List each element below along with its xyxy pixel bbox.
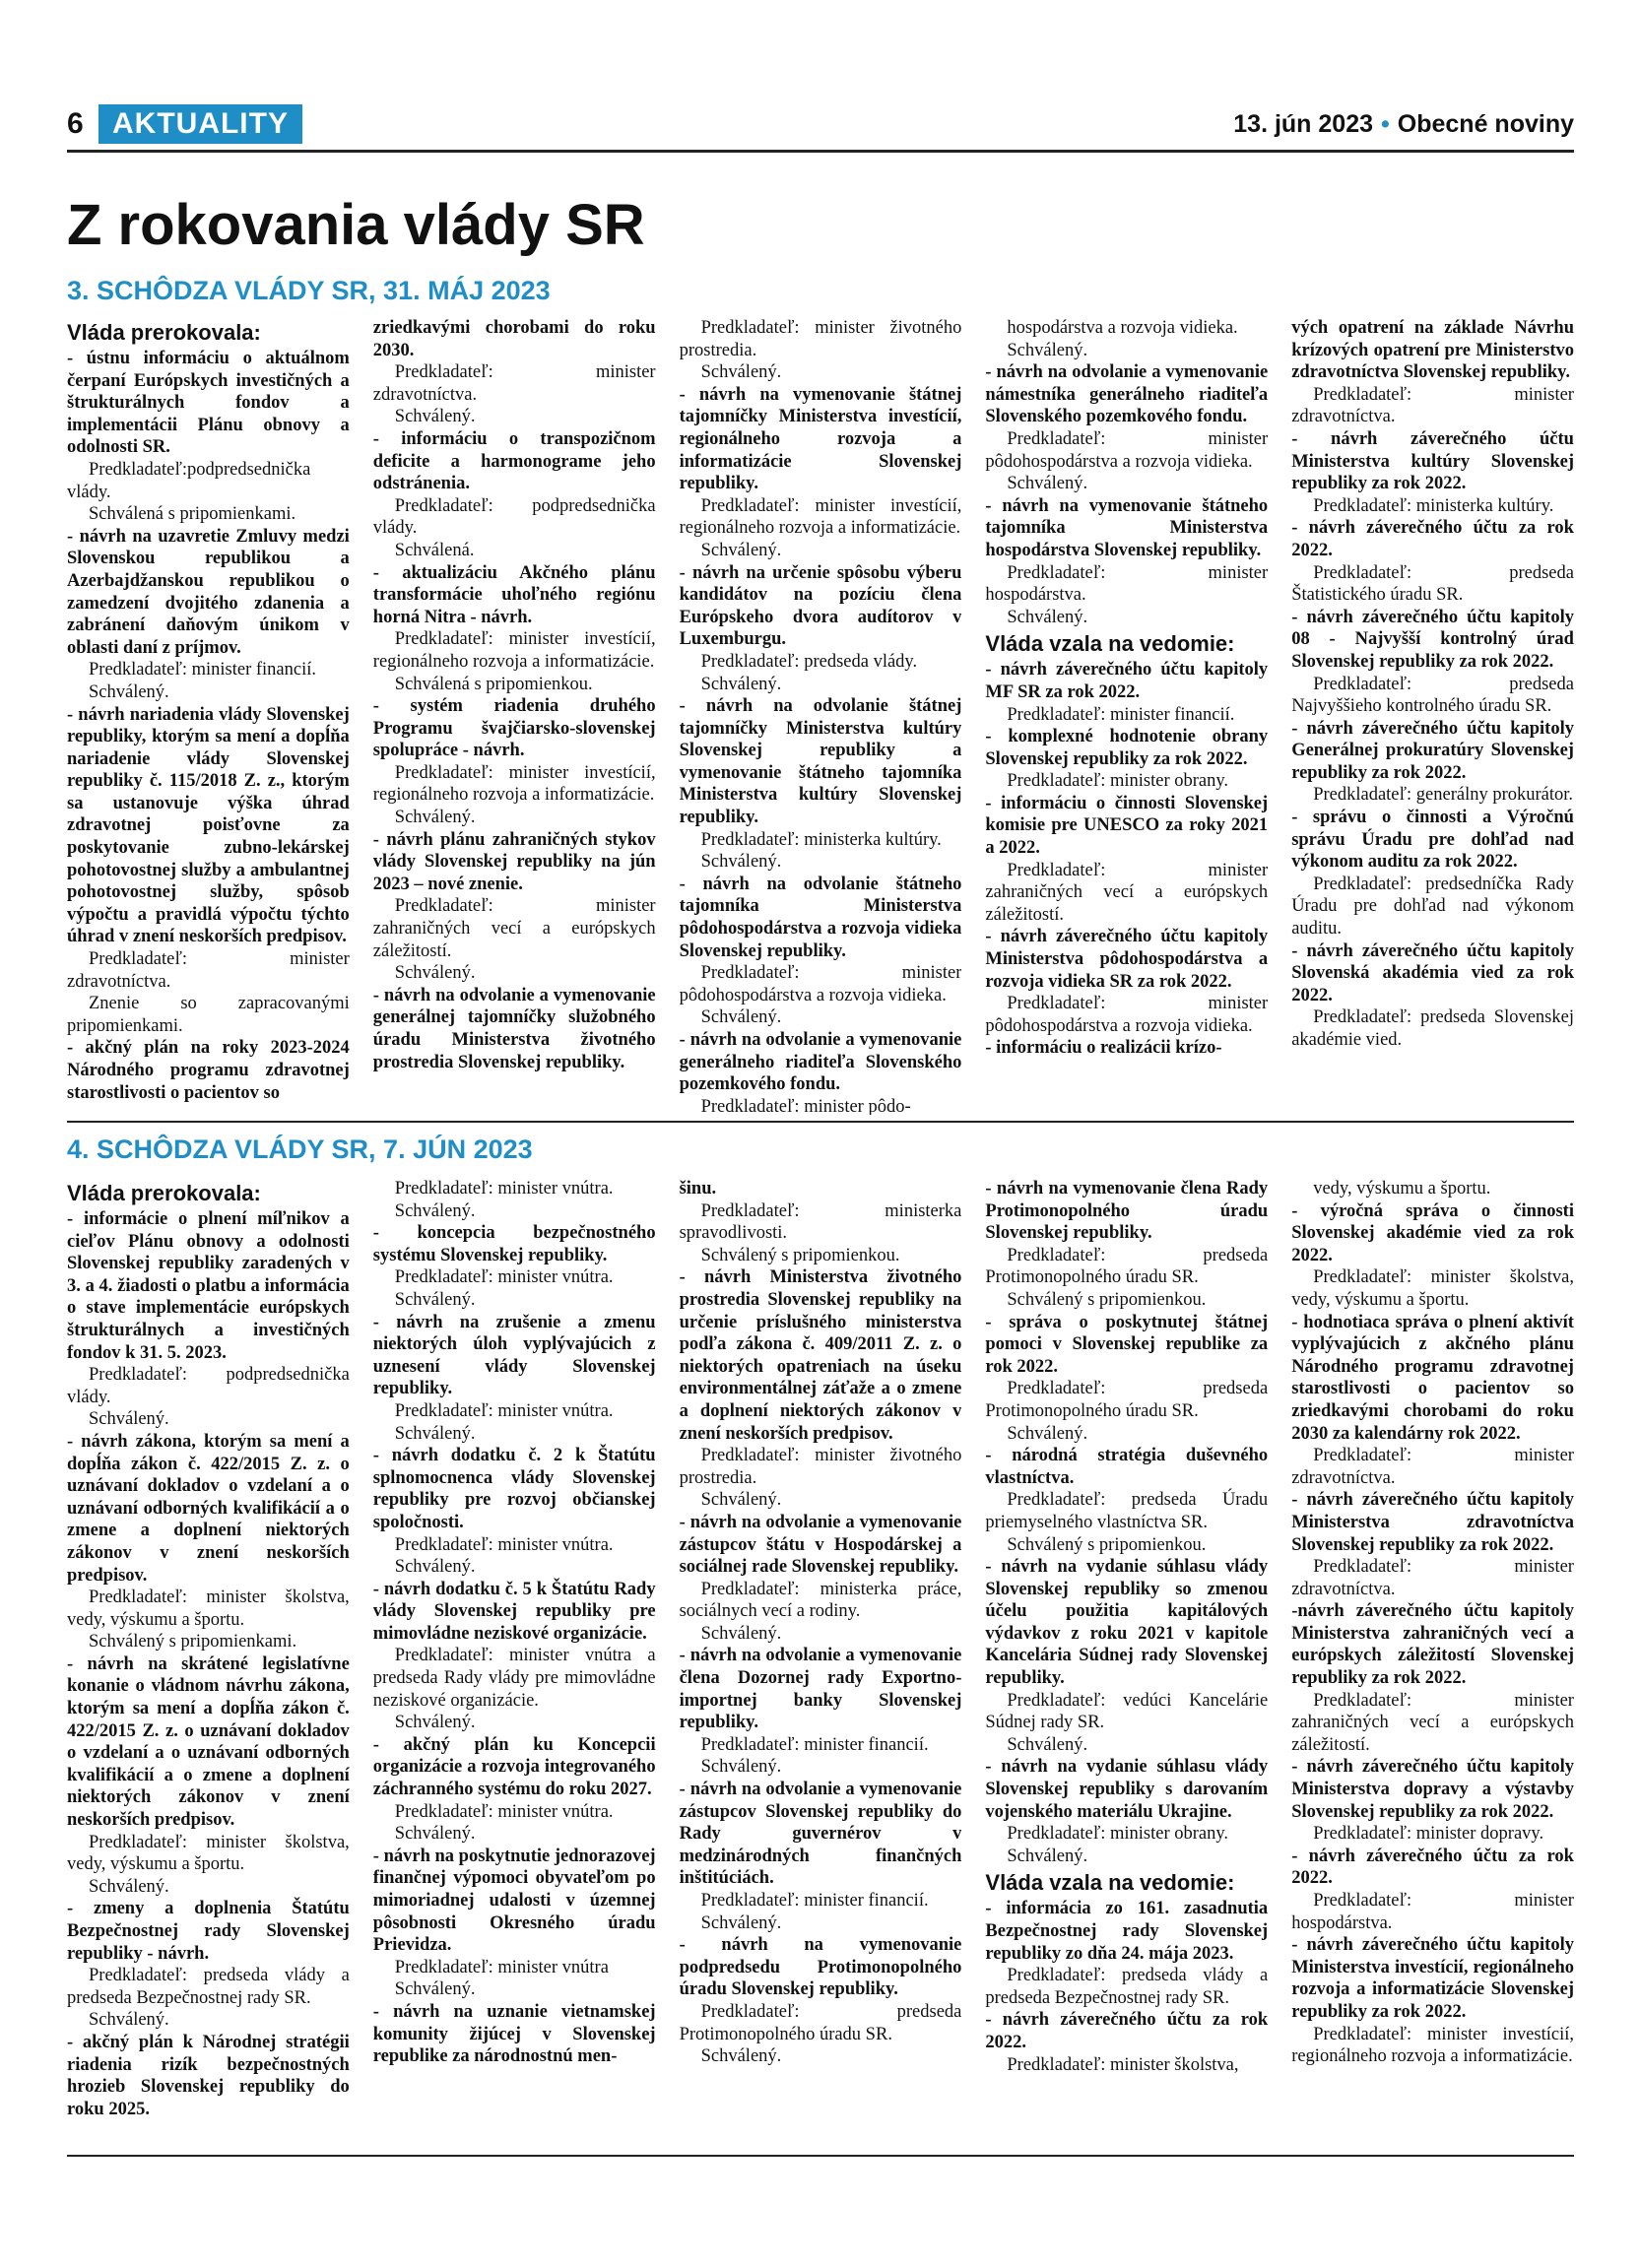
agenda-item: - návrh na odvolanie štátneho tajomníka Ministerstva pôdohospodárstva a rozvoja vidieka Slovenskej republiky. [679, 874, 962, 961]
submitter-line: Predkladateľ: minister vnútra. [394, 1801, 614, 1822]
subhead: Vláda prerokovala: [67, 1181, 261, 1205]
agenda-item: - návrh dodatku č. 5 k Štatútu Rady vlády Slovenskej republiky pre mimovládne neziskové organizácie. [372, 1579, 656, 1644]
agenda-item: - návrh záverečného účtu kapitoly Ministerstva pôdohospodárstva a rozvoja vidieka SR za rok 2022. [985, 927, 1269, 992]
submitter-line: Predkladateľ: minister vnútra. [394, 1267, 614, 1288]
submitter-line: Predkladateľ: minister vnútra. [394, 1179, 614, 1199]
submitter-line: Predkladateľ: ministerka práce, sociálnych vecí a rodiny. [679, 1579, 962, 1622]
submitter-line: Predkladateľ: minister hospodárstva. [1291, 1891, 1574, 1933]
status-line: Znenie so zapracovanými pripomienkami. [67, 994, 350, 1036]
submitter-line: Predkladateľ: generálny prokurátor. [1313, 785, 1574, 806]
agenda-item: - návrh záverečného účtu za rok 2022. [1291, 1846, 1574, 1889]
submitter-line: Predkladateľ: predseda Štatistického úradu SR. [1291, 562, 1574, 606]
agenda-item: - návrh na vydanie súhlasu vlády Slovenskej republiky s darovaním vojenského materiálu Ukrajine. [985, 1757, 1269, 1822]
status-line: Schválený. [1007, 1423, 1088, 1444]
submitter-line: Predkladateľ: minister zdravotníctva. [1291, 1557, 1574, 1599]
submitter-line: Predkladateľ: minister pôdohospodárstva a rozvoja vidieka. [985, 994, 1269, 1036]
status-line: Schválený. [1007, 607, 1088, 627]
text-column [985, 317, 1268, 1115]
status-line: Schválený. [394, 963, 476, 984]
status-line: Schválená. [394, 540, 475, 560]
agenda-item: - návrh na vymenovanie štátneho tajomníka Ministerstva hospodárstva Slovenskej republiky. [985, 495, 1269, 560]
agenda-item: - akčný plán na roky 2023-2024 Národného programu zdravotnej starostlivosti o pacientov so [67, 1038, 350, 1103]
submitter-line: Predkladateľ: minister zahraničných vecí a európskych záležitostí. [985, 860, 1269, 925]
agenda-item: - aktualizáciu Akčného plánu transformácie uhoľného regiónu horná Nitra - návrh. [372, 562, 656, 627]
agenda-item: - návrh záverečného účtu kapitoly Ministerstva zdravotníctva Slovenskej republiky za rok 2022. [1291, 1490, 1574, 1555]
agenda-item: - ústnu informáciu o aktuálnom čerpaní Európskych investičných a štrukturálnych fondov a implementácii Plánu obnovy a odolnosti SR. [67, 349, 350, 458]
submitter-line: Predkladateľ: predseda Najvyššieho kontrolného úradu SR. [1291, 674, 1574, 717]
session-4-columns [67, 1178, 1574, 2148]
subhead: Vláda vzala na vedomie: [985, 1870, 1235, 1896]
status-line: Schválený. [700, 1757, 782, 1778]
agenda-item: - návrh na odvolanie a vymenovanie generálnej tajomníčky služobného úradu Ministerstva životného prostredia Slovenskej republiky. [372, 985, 656, 1072]
status-line: Schválený. [89, 681, 169, 702]
submitter-line: Predkladateľ: ministerka kultúry. [700, 829, 942, 850]
agenda-item: - návrh na odvolanie štátnej tajomníčky Ministerstva kultúry Slovenskej republiky a vymenovanie štátneho tajomníka Ministerstva kultúry Slovenskej republiky. [679, 696, 962, 828]
issue-info [1233, 102, 1574, 146]
status-line: Schválený. [394, 1289, 476, 1310]
status-line: Schválený. [89, 1876, 169, 1897]
status-line: Schválený s pripomienkou. [1007, 1534, 1207, 1555]
submitter-line: Predkladateľ: predseda Protimonopolného úradu SR. [679, 2001, 962, 2044]
submitter-line: Predkladateľ: minister školstva, [1007, 2054, 1239, 2075]
status-line: Schválený. [1007, 340, 1088, 360]
submitter-line: Predkladateľ: minister vnútra [394, 1957, 609, 1977]
agenda-item: - návrh záverečného účtu kapitoly Slovenská akadémia vied za rok 2022. [1291, 940, 1574, 1005]
publication-name: Obecné noviny [1397, 110, 1574, 138]
status-line: Schválený s pripomienkami. [89, 1632, 297, 1652]
submitter-line: Predkladateľ: podpredsednička vlády. [67, 1365, 350, 1407]
submitter-line: Predkladateľ: minister zdravotníctva. [67, 949, 350, 992]
submitter-line: Predkladateľ: minister pôdohospodárstva a rozvoja vidieka. [985, 428, 1269, 472]
status-line: Schválený. [700, 540, 782, 560]
agenda-item: šinu. [679, 1179, 717, 1199]
agenda-item: -návrh záverečného účtu kapitoly Ministerstva zahraničných vecí a európskych záležitostí Slovenskej republiky za rok 2022. [1291, 1601, 1574, 1689]
agenda-item: - návrh na poskytnutie jednorazovej finančnej výpomoci obyvateľom po mimoriadnej udalosti v územnej pôsobnosti Okresného úradu Prievidza. [372, 1846, 656, 1956]
agenda-item: - akčný plán ku Koncepcii organizácie a rozvoja integrovaného záchranného systému do roku 2027. [372, 1734, 656, 1800]
status-line: Schválený. [700, 852, 782, 873]
session-3-columns [67, 317, 1574, 1115]
agenda-item: - návrh na odvolanie a vymenovanie zástupcov štátu v Hospodárskej a sociálnej rade Slovenskej republiky. [679, 1512, 962, 1578]
agenda-item: - návrh Ministerstva životného prostredia Slovenskej republiky na určenie príslušného ministerstva podľa zákona č. 409/2011 Z. z. o niektorých opatreniach na úseku environmentálnej záťaže a o zmene a doplnení niektorých zákonov v znení neskorších predpisov. [679, 1267, 962, 1444]
text-column [1291, 317, 1574, 1115]
submitter-line: Predkladateľ: predseda Protimonopolného úradu SR. [985, 1379, 1269, 1421]
submitter-line: Predkladateľ: predseda vlády a predseda Bezpečnostnej rady SR. [985, 1966, 1269, 2008]
agenda-item: - návrh záverečného účtu kapitoly Generálnej prokuratúry Slovenskej republiky za rok 2022. [1291, 718, 1574, 783]
issue-date: 13. jún 2023 [1233, 110, 1374, 138]
status-line: Schválený. [89, 2010, 169, 2031]
agenda-item: - koncepcia bezpečnostného systému Slovenskej republiky. [372, 1223, 656, 1265]
subhead: Vláda vzala na vedomie: [985, 631, 1235, 657]
agenda-item: - návrh na vydanie súhlasu vlády Slovenskej republiky so zmenou účelu použitia kapitálových výdavkov z roku 2021 v kapitole Kancelária Súdnej rady Slovenskej republiky. [985, 1557, 1269, 1689]
agenda-item: - návrh na vymenovanie člena Rady Protimonopolného úradu Slovenskej republiky. [985, 1179, 1269, 1244]
submitter-line: Predkladateľ: minister obrany. [1007, 1824, 1229, 1845]
agenda-item: - návrh záverečného účtu kapitoly 08 - Najvyšší kontrolný úrad Slovenskej republiky za rok 2022. [1291, 607, 1574, 672]
status-line: Schválený. [394, 1557, 476, 1578]
agenda-item: - správa o poskytnutej štátnej pomoci v Slovenskej republike za rok 2022. [985, 1312, 1269, 1377]
agenda-item: - komplexné hodnotenie obrany Slovenskej republiky za rok 2022. [985, 727, 1269, 769]
submitter-line: Predkladateľ: ministerka kultúry. [1313, 495, 1554, 516]
agenda-item: - návrh na odvolanie a vymenovanie člena Dozornej rady Exportno-importnej banky Slovenskej republiky. [679, 1646, 962, 1733]
status-line: Schválený. [700, 1007, 782, 1028]
submitter-line: Predkladateľ: minister zdravotníctva. [372, 362, 656, 405]
status-line: Schválený. [700, 674, 782, 694]
submitter-line: Predkladateľ: minister obrany. [1007, 771, 1229, 792]
submitter-line: Predkladateľ: minister financií. [89, 660, 316, 680]
agenda-item: - systém riadenia druhého Programu švajčiarsko-slovenskej spolupráce - návrh. [372, 696, 656, 761]
agenda-item: - návrh na vymenovanie podpredsedu Protimonopolného úradu Slovenskej republiky. [679, 1935, 962, 2000]
text-column [1291, 1178, 1574, 2148]
agenda-item: - návrh nariadenia vlády Slovenskej republiky, ktorým sa mení a dopĺňa nariadenie vlády Slovenskej republiky č. 115/2018 Z. z., ktorým sa ustanovuje výška úhrad zdravotnej poisťovne za poskytovanie zubno-lekárskej pohotovostnej služby a ambulantnej pohotovostnej služby, spôsob výpočtu a pravidlá výpočtu týchto úhrad v znení neskorších predpisov. [67, 704, 350, 947]
agenda-item: - národná stratégia duševného vlastníctva. [985, 1446, 1269, 1488]
status-line: Schválený. [394, 407, 476, 427]
submitter-line: Predkladateľ:podpredsednička vlády. [67, 459, 311, 502]
submitter-line: Predkladateľ: minister pôdohospodárstva a rozvoja vidieka. [679, 963, 962, 1005]
separator-bullet: • [1381, 110, 1390, 138]
text-column [680, 1178, 962, 2148]
submitter-line: Predkladateľ: minister pôdo- [700, 1096, 911, 1115]
agenda-item: zriedkavými chorobami do roku 2030. [372, 318, 656, 360]
article-headline: Z rokovania vlády SR [67, 193, 645, 257]
submitter-line: Predkladateľ: podpredsednička vlády. [372, 495, 656, 539]
submitter-line: Predkladateľ: minister investícií, regionálneho rozvoja a informatizácie. [372, 629, 656, 672]
submitter-line: Predkladateľ: minister školstva, vedy, výskumu a športu. [1291, 1267, 1574, 1310]
section-label: AKTUALITY [98, 104, 302, 144]
footer-rule [67, 2155, 1574, 2157]
agenda-item: - návrh záverečného účtu kapitoly Ministerstva dopravy a výstavby Slovenskej republiky za rok 2022. [1291, 1757, 1574, 1822]
submitter-line: Predkladateľ: predseda Slovenskej akadémie vied. [1291, 1007, 1574, 1050]
submitter-line: Predkladateľ: minister financií. [700, 1734, 929, 1755]
status-line: Schválený. [1007, 1846, 1088, 1866]
submitter-line: Predkladateľ: predseda Protimonopolného úradu SR. [985, 1245, 1269, 1288]
agenda-item: - návrh na uznanie vietnamskej komunity žijúcej v Slovenskej republike za národnostnú men- [372, 2001, 656, 2067]
status-line: Schválená s pripomienkou. [394, 674, 593, 694]
agenda-item: - informáciu o činnosti Slovenskej komisie pre UNESCO za roky 2021 a 2022. [985, 793, 1269, 859]
submitter-line: Predkladateľ: predsedníčka Rady Úradu pre dohľad nad výkonom auditu. [1291, 874, 1574, 940]
status-line: Schválený. [394, 1713, 476, 1733]
submitter-line: Predkladateľ: minister školstva, vedy, výskumu a športu. [67, 1832, 350, 1875]
status-line: Schválený. [1007, 1734, 1088, 1755]
agenda-item: - návrh záverečného účtu Ministerstva kultúry Slovenskej republiky za rok 2022. [1291, 428, 1574, 494]
submitter-line: Predkladateľ: ministerka spravodlivosti. [679, 1200, 962, 1244]
submitter-line: Predkladateľ: predseda Úradu priemyselného vlastníctva SR. [985, 1490, 1269, 1532]
agenda-item: - akčný plán k Národnej stratégii riadenia rizík bezpečnostných hrozieb Slovenskej republiky do roku 2025. [67, 2032, 350, 2119]
agenda-item: vých opatrení na základe Návrhu krízových opatrení pre Ministerstvo zdravotníctva Slovenskej republiky. [1291, 318, 1574, 383]
submitter-line: Predkladateľ: predseda vlády. [700, 651, 918, 672]
submitter-line: Predkladateľ: minister investícií, regionálneho rozvoja a informatizácie. [372, 762, 656, 806]
status-line: vedy, výskumu a športu. [1313, 1179, 1491, 1199]
agenda-item: - návrh na zrušenie a zmenu niektorých úloh vyplývajúcich z uznesení vlády Slovenskej republiky. [372, 1312, 656, 1399]
status-line: Schválený. [394, 1423, 476, 1444]
submitter-line: Predkladateľ: minister dopravy. [1313, 1824, 1544, 1845]
page-header [67, 102, 1574, 146]
status-line: Schválený. [700, 1623, 782, 1644]
status-line: Schválená s pripomienkami. [89, 504, 296, 525]
agenda-item: - návrh na určenie spôsobu výberu kandidátov na pozíciu člena Európskeho dvora audítorov v Luxemburgu. [679, 562, 962, 650]
agenda-item: - návrh na odvolanie a vymenovanie námestníka generálneho riaditeľa Slovenského pozemkového fondu. [985, 362, 1269, 427]
subhead: Vláda prerokovala: [67, 320, 261, 345]
submitter-line: Predkladateľ: minister zahraničných vecí a európskych záležitostí. [1291, 1690, 1574, 1755]
agenda-item: - návrh na odvolanie a vymenovanie zástupcov Slovenskej republiky do Rady guvernérov v medzinárodných finančných inštitúciách. [679, 1780, 962, 1889]
status-line: Schválený. [700, 2046, 782, 2067]
agenda-item: - informáciu o realizácii krízo- [985, 1038, 1222, 1059]
agenda-item: - návrh na uzavretie Zmluvy medzi Slovenskou republikou a Azerbajdžanskou republikou o zamedzení dvojitého zdanenia a zabránení daňovým únikom v oblasti daní z príjmov. [67, 526, 350, 658]
agenda-item: - zmeny a doplnenia Štatútu Bezpečnostnej rady Slovenskej republiky - návrh. [67, 1899, 350, 1964]
status-line: Schválený s pripomienkou. [700, 1245, 900, 1265]
text-column [985, 1178, 1268, 2148]
agenda-item: - návrh na vymenovanie štátnej tajomníčky Ministerstva investícií, regionálneho rozvoja a informatizácie Slovenskej republiky. [679, 384, 962, 494]
header-rule [67, 150, 1574, 153]
text-column [373, 317, 656, 1115]
status-line: Schválený. [394, 1824, 476, 1845]
status-line: Schválený. [394, 1200, 476, 1221]
status-line: Schválený. [700, 1490, 782, 1511]
section-rule [67, 1121, 1574, 1123]
submitter-line: Predkladateľ: minister investícií, regionálneho rozvoja a informatizácie. [1291, 2024, 1574, 2067]
agenda-item: - návrh záverečného účtu za rok 2022. [1291, 518, 1574, 560]
submitter-line: Predkladateľ: minister hospodárstva. [985, 562, 1269, 606]
text-column [680, 317, 962, 1115]
page-number: 6 [67, 107, 84, 140]
submitter-line: Predkladateľ: minister vnútra. [394, 1400, 614, 1421]
status-line: Schválený. [394, 808, 476, 828]
submitter-line: Predkladateľ: minister financií. [700, 1891, 929, 1911]
agenda-item: - návrh záverečného účtu kapitoly Ministerstva investícií, regionálneho rozvoja a informatizácie Slovenskej republiky za rok 2022. [1291, 1935, 1574, 2022]
text-column [67, 317, 350, 1115]
text-column [373, 1178, 656, 2148]
agenda-item: - informácie o plnení míľnikov a cieľov Plánu obnovy a odolnosti Slovenskej republiky zaradených v 3. a 4. žiadosti o platbu a informácia o stave implementácie európskych štrukturálnych a investičných fondov k 31. 5. 2023. [67, 1209, 350, 1363]
status-line: Schválený. [1007, 474, 1088, 494]
session-4-title: 4. SCHÔDZA VLÁDY SR, 7. JÚN 2023 [67, 1134, 533, 1164]
submitter-line: Predkladateľ: minister životného prostredia. [679, 318, 962, 360]
status-line: hospodárstva a rozvoja vidieka. [1007, 318, 1238, 338]
submitter-line: Predkladateľ: minister životného prostredia. [679, 1446, 962, 1488]
status-line: Schválený. [89, 1409, 169, 1430]
submitter-line: Predkladateľ: minister zdravotníctva. [1291, 1446, 1574, 1488]
session-3-title: 3. SCHÔDZA VLÁDY SR, 31. MÁJ 2023 [67, 276, 551, 305]
submitter-line: Predkladateľ: vedúci Kancelárie Súdnej rady SR. [985, 1690, 1269, 1733]
submitter-line: Predkladateľ: minister vnútra. [394, 1534, 614, 1555]
text-column [67, 1178, 350, 2148]
agenda-item: - správu o činnosti a Výročnú správu Úradu pre dohľad nad výkonom auditu za rok 2022. [1291, 808, 1574, 873]
agenda-item: - hodnotiaca správa o plnení aktivít vyplývajúcich z akčného plánu Národného programu zdravotnej starostlivosti o pacientov so zriedkavými chorobami do roku 2030 za kalendárny rok 2022. [1291, 1312, 1574, 1444]
submitter-line: Predkladateľ: minister financií. [1007, 704, 1235, 725]
agenda-item: - návrh na skrátené legislatívne konanie o vládnom návrhu zákona, ktorým sa mení a dopĺňa zákon č. 422/2015 Z. z. o uznávaní dokladov o vzdelaní a o uznávaní odborných kvalifikácií a o zmene a doplnení niektorých zákonov v znení neskorších predpisov. [67, 1653, 350, 1831]
agenda-item: - návrh záverečného účtu kapitoly MF SR za rok 2022. [985, 660, 1269, 702]
submitter-line: Predkladateľ: minister vnútra a predseda Rady vlády pre mimovládne neziskové organizácie. [372, 1646, 656, 1711]
submitter-line: Predkladateľ: minister investícií, regionálneho rozvoja a informatizácie. [679, 495, 962, 539]
status-line: Schválený. [700, 362, 782, 383]
status-line: Schválený. [394, 1979, 476, 2000]
submitter-line: Predkladateľ: minister školstva, vedy, výskumu a športu. [67, 1588, 350, 1630]
agenda-item: - výročná správa o činnosti Slovenskej akadémie vied za rok 2022. [1291, 1200, 1574, 1265]
status-line: Schválený s pripomienkou. [1007, 1289, 1207, 1310]
status-line: Schválený. [700, 1912, 782, 1933]
agenda-item: - návrh plánu zahraničných stykov vlády Slovenskej republiky na jún 2023 – nové znenie. [372, 829, 656, 894]
agenda-item: - informácia zo 161. zasadnutia Bezpečnostnej rady Slovenskej republiky zo dňa 24. mája 2023. [985, 1899, 1269, 1964]
agenda-item: - informáciu o transpozičnom deficite a harmonograme jeho odstránenia. [372, 428, 656, 494]
submitter-line: Predkladateľ: minister zahraničných vecí a európskych záležitostí. [372, 896, 656, 961]
agenda-item: - návrh dodatku č. 2 k Štatútu splnomocnenca vlády Slovenskej republiky pre rozvoj občianskej spoločnosti. [372, 1446, 656, 1532]
submitter-line: Predkladateľ: predseda vlády a predseda Bezpečnostnej rady SR. [67, 1966, 350, 2008]
agenda-item: - návrh na odvolanie a vymenovanie generálneho riaditeľa Slovenského pozemkového fondu. [679, 1030, 962, 1095]
agenda-item: - návrh záverečného účtu za rok 2022. [985, 2010, 1269, 2052]
agenda-item: - návrh zákona, ktorým sa mení a dopĺňa zákon č. 422/2015 Z. z. o uznávaní dokladov o vzdelaní a o uznávaní odborných kvalifikácií a o zmene a doplnení niektorých zákonov v znení neskorších predpisov. [67, 1431, 350, 1586]
submitter-line: Predkladateľ: minister zdravotníctva. [1291, 384, 1574, 427]
